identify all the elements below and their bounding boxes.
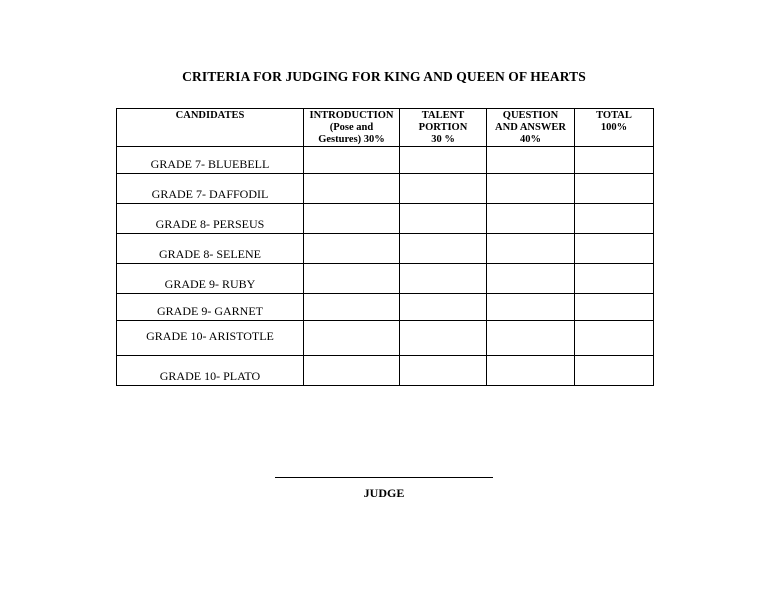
introduction-score-cell xyxy=(304,147,400,174)
table-row xyxy=(117,147,654,174)
total-score-cell xyxy=(575,174,654,204)
table-row xyxy=(117,204,654,234)
talent-score-cell xyxy=(400,174,487,204)
table-row xyxy=(117,174,654,204)
column-header-total: TOTAL 100% xyxy=(575,109,654,147)
introduction-score-cell xyxy=(304,264,400,294)
table-header-row xyxy=(117,109,654,147)
introduction-score-cell xyxy=(304,321,400,356)
introduction-score-cell xyxy=(304,294,400,321)
candidate-cell: GRADE 10- ARISTOTLE xyxy=(117,321,304,356)
talent-score-cell xyxy=(400,356,487,386)
candidate-cell: GRADE 7- BLUEBELL xyxy=(117,147,304,174)
introduction-score-cell xyxy=(304,174,400,204)
total-score-cell xyxy=(575,147,654,174)
qa-score-cell xyxy=(487,356,575,386)
total-score-cell xyxy=(575,204,654,234)
table-row xyxy=(117,294,654,321)
column-header-question-and-answer: QUESTION AND ANSWER 40% xyxy=(487,109,575,147)
talent-score-cell xyxy=(400,294,487,321)
judging-criteria-table xyxy=(116,108,654,386)
talent-score-cell xyxy=(400,234,487,264)
talent-score-cell xyxy=(400,321,487,356)
total-score-cell xyxy=(575,294,654,321)
qa-score-cell xyxy=(487,321,575,356)
candidate-cell: GRADE 10- PLATO xyxy=(117,356,304,386)
talent-score-cell xyxy=(400,147,487,174)
qa-score-cell xyxy=(487,174,575,204)
introduction-score-cell xyxy=(304,356,400,386)
qa-score-cell xyxy=(487,204,575,234)
document-title: CRITERIA FOR JUDGING FOR KING AND QUEEN OF HEARTS xyxy=(182,69,586,84)
introduction-score-cell xyxy=(304,234,400,264)
table-row xyxy=(117,321,654,356)
column-header-introduction: INTRODUCTION (Pose and Gestures) 30% xyxy=(304,109,400,147)
table-row xyxy=(117,234,654,264)
qa-score-cell xyxy=(487,147,575,174)
introduction-score-cell xyxy=(304,204,400,234)
candidate-cell: GRADE 8- PERSEUS xyxy=(117,204,304,234)
total-score-cell xyxy=(575,264,654,294)
qa-score-cell xyxy=(487,234,575,264)
qa-score-cell xyxy=(487,294,575,321)
column-header-candidates: CANDIDATES xyxy=(117,109,304,147)
candidate-cell: GRADE 8- SELENE xyxy=(117,234,304,264)
signature-line xyxy=(275,477,493,478)
table-row xyxy=(117,356,654,386)
candidate-cell: GRADE 9- GARNET xyxy=(117,294,304,321)
qa-score-cell xyxy=(487,264,575,294)
total-score-cell xyxy=(575,356,654,386)
total-score-cell xyxy=(575,321,654,356)
talent-score-cell xyxy=(400,204,487,234)
candidate-cell: GRADE 7- DAFFODIL xyxy=(117,174,304,204)
total-score-cell xyxy=(575,234,654,264)
talent-score-cell xyxy=(400,264,487,294)
judge-signature-label: JUDGE xyxy=(363,486,405,500)
column-header-talent-portion: TALENT PORTION 30 % xyxy=(400,109,487,147)
table-row xyxy=(117,264,654,294)
candidate-cell: GRADE 9- RUBY xyxy=(117,264,304,294)
